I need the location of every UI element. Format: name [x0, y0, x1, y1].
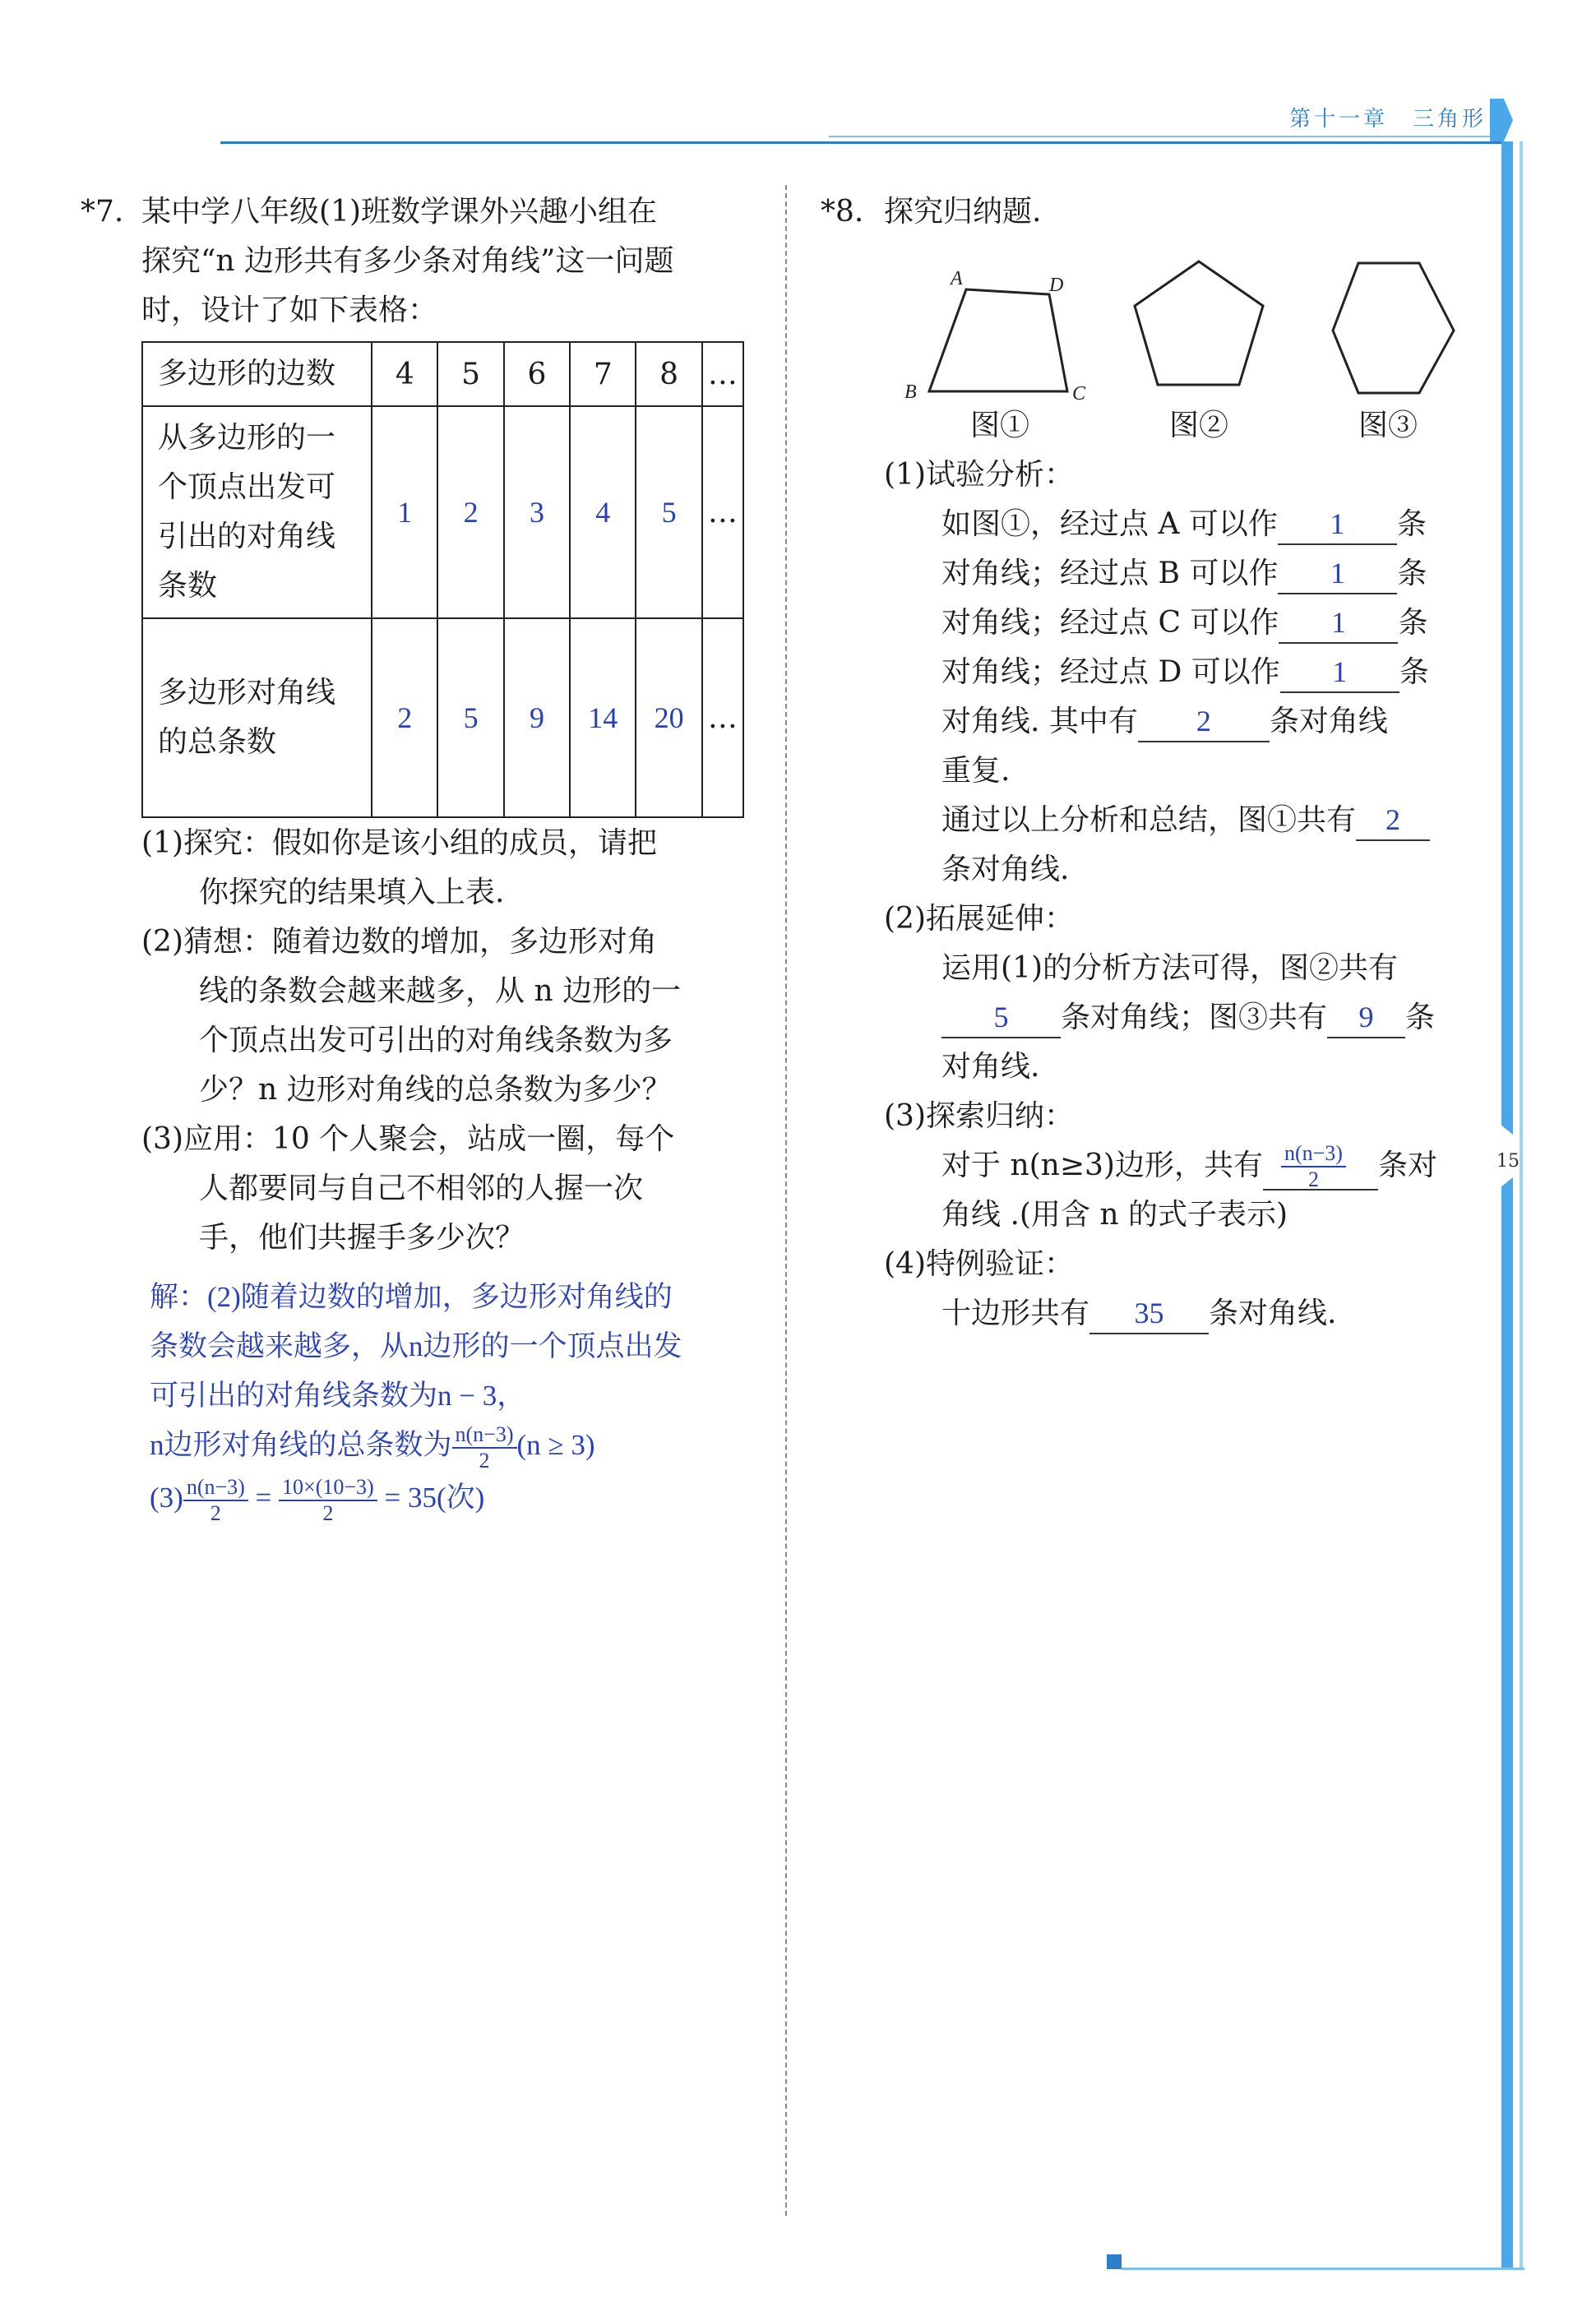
answer-blank: 2 — [1138, 703, 1270, 742]
vertex-label-c: C — [1072, 383, 1086, 405]
text: 条对 — [1377, 1149, 1437, 1182]
label-line: 从多边形的一 — [158, 421, 336, 455]
q7-stem-line: 探究“n 边形共有多少条对角线”这一问题 — [141, 244, 674, 278]
solution-line: 条数会越来越多，从n边形的一个顶点出发 — [150, 1330, 682, 1362]
fill-line — [941, 1289, 1336, 1338]
fraction — [452, 1422, 517, 1473]
fill-line — [941, 599, 1430, 648]
table-cell: 5 — [437, 342, 503, 406]
fraction-denominator: 2 — [322, 1500, 334, 1525]
fill-line — [941, 1141, 1437, 1190]
margin-bar — [1501, 1199, 1513, 2268]
q8-part3-body — [941, 1141, 1437, 1240]
answer-blank: 5 — [941, 999, 1061, 1038]
text: 条 — [1399, 655, 1429, 689]
q8-part1-heading: (1)试验分析： — [884, 458, 1074, 492]
table-row — [142, 342, 743, 406]
table-answer-cell: 3 — [504, 406, 570, 618]
fill-line — [941, 796, 1430, 845]
text: 如图①，经过点 A 可以作 — [941, 507, 1278, 541]
solution-line: 解：(2)随着边数的增加，多边形对角线的 — [150, 1281, 673, 1313]
q8-part4-body — [941, 1289, 1336, 1338]
text: 对角线；经过点 C 可以作 — [941, 606, 1279, 640]
table-cell: … — [702, 406, 743, 618]
answer-blank: 1 — [1278, 506, 1397, 545]
part-line: (2)猜想：随着边数的增加，多边形对角 — [141, 925, 657, 959]
answer-blank: 1 — [1280, 654, 1399, 693]
text: 条对角线 — [1269, 705, 1388, 738]
text: 通过以上分析和总结，图①共有 — [941, 803, 1357, 837]
solution-text: n边形对角线的总条数为 — [150, 1429, 452, 1461]
answer-blank: 35 — [1089, 1295, 1209, 1334]
table-cell: 8 — [636, 342, 701, 406]
fill-line: 角线 .(用含 n 的式子表示) — [941, 1198, 1288, 1232]
table-answer-cell: 4 — [570, 406, 636, 618]
table-row-label — [142, 406, 372, 618]
column-divider — [785, 185, 787, 2216]
label-line: 个顶点出发可 — [158, 470, 336, 504]
fill-line — [941, 993, 1435, 1043]
part-line: (1)探究：假如你是该小组的成员，请把 — [141, 826, 657, 860]
q8-part1-body — [941, 500, 1430, 895]
table-cell: 6 — [504, 342, 570, 406]
solution-text: (n ≥ 3) — [516, 1429, 595, 1461]
table-answer-cell: 5 — [437, 618, 503, 817]
answer-blank: 1 — [1279, 604, 1398, 644]
equals-sign: = — [255, 1482, 280, 1514]
answer-blank: 1 — [1278, 555, 1397, 594]
solution-text: = 35(次) — [384, 1482, 485, 1514]
part-line: (3)应用：10 个人聚会，站成一圈，每个 — [141, 1122, 675, 1156]
table-answer-cell: 14 — [570, 618, 636, 817]
part-line: 你探究的结果填入上表. — [199, 876, 505, 909]
table-cell: 4 — [372, 342, 437, 406]
table-row-label — [142, 618, 372, 817]
page-number-tab-top — [1501, 1112, 1513, 1135]
page-number: 15 — [1497, 1151, 1520, 1172]
q7-stem-line: 某中学八年级(1)班数学课外兴趣小组在 — [141, 195, 657, 229]
q7-part3 — [141, 1115, 674, 1263]
text: 条对角线. — [1209, 1297, 1337, 1330]
q8-part3-heading: (3)探索归纳： — [884, 1099, 1074, 1133]
fraction — [183, 1475, 248, 1526]
fill-line — [941, 549, 1430, 599]
table-cell: 7 — [570, 342, 636, 406]
vertex-label-d: D — [1049, 275, 1064, 296]
table-answer-cell: 2 — [437, 406, 503, 618]
fraction-denominator: 2 — [479, 1448, 490, 1473]
fraction-denominator: 2 — [1307, 1167, 1319, 1191]
fill-line: 对角线. — [941, 1050, 1040, 1084]
q7-part2 — [141, 918, 681, 1115]
q8-part2-heading: (2)拓展延伸： — [884, 902, 1074, 936]
q7-number: *7. — [81, 195, 124, 229]
part-line: 人都要同与自己不相邻的人握一次 — [199, 1172, 644, 1205]
table-row — [142, 618, 743, 817]
label-line: 条数 — [158, 569, 218, 603]
margin-bar — [1501, 141, 1513, 1112]
label-line: 多边形对角线 — [158, 676, 336, 710]
part-line: 个顶点出发可引出的对角线条数为多 — [199, 1024, 673, 1057]
text: 条 — [1396, 507, 1427, 541]
text: 条 — [1397, 557, 1427, 590]
fraction — [279, 1475, 377, 1526]
fraction-numerator: n(n−3) — [183, 1475, 248, 1501]
vertex-label-b: B — [904, 381, 917, 403]
q8-part2-body — [941, 944, 1435, 1092]
text: 对角线；经过点 D 可以作 — [941, 655, 1280, 689]
fill-line: 运用(1)的分析方法可得，图②共有 — [941, 951, 1398, 985]
part-line: 线的条数会越来越多，从 n 边形的一 — [199, 974, 682, 1008]
label-line: 的总条数 — [158, 725, 277, 759]
fraction-numerator: 10×(10−3) — [279, 1475, 377, 1501]
header-tab — [1490, 99, 1513, 141]
fill-line — [941, 648, 1430, 697]
label-line: 引出的对角线 — [158, 520, 336, 553]
solution-line — [150, 1473, 682, 1526]
fraction — [1281, 1141, 1346, 1192]
table-row-label: 多边形的边数 — [142, 342, 372, 406]
solution-text: (3) — [150, 1482, 183, 1514]
table-row — [142, 406, 743, 618]
q7-part1 — [141, 819, 657, 918]
answer-blank: 9 — [1327, 999, 1405, 1038]
fraction-numerator: n(n−3) — [1281, 1141, 1346, 1167]
q7-solution — [150, 1273, 682, 1526]
vertex-label-a: A — [951, 268, 963, 289]
figure-caption: 图③ — [1358, 409, 1418, 442]
figure-caption: 图② — [1169, 409, 1229, 442]
solution-line: 可引出的对角线条数为n − 3， — [150, 1380, 526, 1412]
pentagon-shape — [1135, 261, 1263, 385]
text: 对于 n(n≥3)边形，共有 — [941, 1149, 1263, 1182]
fill-line — [941, 500, 1430, 549]
page-number-tab-bottom — [1501, 1177, 1513, 1200]
part-line: 少？n 边形对角线的总条数为多少？ — [199, 1073, 672, 1107]
table-answer-cell: 5 — [636, 406, 701, 618]
table-answer-cell: 9 — [504, 618, 570, 817]
q8-number: *8. — [821, 195, 864, 229]
margin-bar-thin — [1520, 141, 1523, 2268]
table-answer-cell: 1 — [372, 406, 437, 618]
text: 条 — [1405, 1001, 1436, 1034]
hexagon-shape — [1333, 263, 1454, 393]
q8-title: 探究归纳题. — [884, 195, 1042, 229]
figure-caption: 图① — [970, 409, 1030, 442]
chapter-title: 第十一章 三角形 — [1289, 107, 1487, 132]
table-answer-cell: 20 — [636, 618, 701, 817]
answer-blank — [1263, 1141, 1378, 1191]
diagonal-table — [141, 341, 744, 818]
footer-rule — [1122, 2268, 1524, 2270]
header-rule-thin — [829, 136, 1503, 137]
answer-blank: 2 — [1356, 802, 1430, 841]
table-answer-cell: 2 — [372, 618, 437, 817]
fraction-denominator: 2 — [210, 1500, 221, 1525]
fill-line: 条对角线. — [941, 853, 1070, 886]
text: 对角线. 其中有 — [941, 705, 1138, 738]
text: 对角线；经过点 B 可以作 — [941, 557, 1279, 590]
text: 条 — [1398, 606, 1428, 640]
fraction-numerator: n(n−3) — [452, 1422, 517, 1449]
header-rule — [220, 141, 1503, 144]
table-cell: … — [702, 618, 743, 817]
q7-stem-line: 时，设计了如下表格： — [141, 294, 438, 327]
text: 条对角线；图③共有 — [1061, 1001, 1328, 1034]
solution-line — [150, 1421, 682, 1473]
text: 十边形共有 — [941, 1297, 1090, 1330]
q8-part4-heading: (4)特例验证： — [884, 1247, 1074, 1281]
part-line: 手，他们共握手多少次？ — [199, 1221, 525, 1255]
quadrilateral-shape — [929, 289, 1067, 391]
table-cell: … — [702, 342, 743, 406]
fill-line — [941, 697, 1430, 747]
footer-marker — [1107, 2254, 1122, 2269]
fill-line: 重复. — [941, 754, 1011, 788]
